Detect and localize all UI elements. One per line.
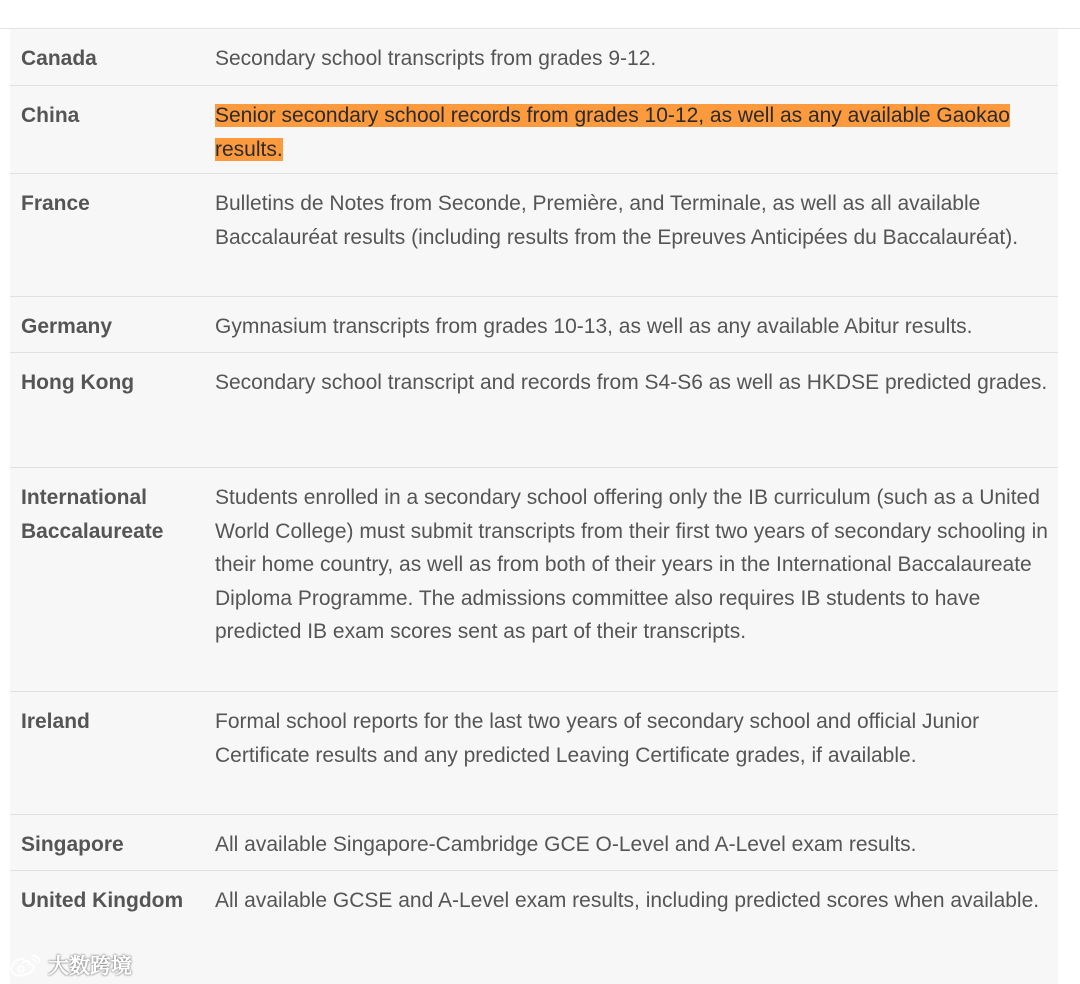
watermark-text: 大数跨境 <box>48 955 132 978</box>
country-cell: China <box>21 104 80 127</box>
requirement-cell <box>215 99 1051 166</box>
country-cell: Ireland <box>21 710 90 733</box>
requirement-cell: Students enrolled in a secondary school offering only the IB curriculum (such as a United World College) must submit transcripts from their first two years of secondary schooling in their home country, as well as from both of their years in the International Baccalaureate Diploma Programme. The admissions committee also requires IB students to have predicted IB exam scores sent as part of their transcripts. <box>215 486 1048 643</box>
table-row <box>10 296 1058 353</box>
right-margin <box>1058 29 1080 984</box>
table-row <box>10 173 1058 297</box>
country-cell: International Baccalaureate <box>21 486 164 543</box>
country-requirements-table <box>10 29 1058 984</box>
table-row <box>10 814 1058 871</box>
country-cell: United Kingdom <box>21 889 184 912</box>
requirement-cell: Bulletins de Notes from Seconde, Première, and Terminale, as well as all available Baccalauréat results (including results from the Epreuves Anticipées du Baccalauréat). <box>215 192 1019 249</box>
country-cell: Hong Kong <box>21 371 135 394</box>
table-row <box>10 467 1058 692</box>
requirement-cell: All available GCSE and A-Level exam results, including predicted scores when available. <box>215 889 1040 912</box>
weibo-logo-icon <box>8 952 44 978</box>
requirement-cell: All available Singapore-Cambridge GCE O-Level and A-Level exam results. <box>215 833 917 856</box>
requirement-cell: Gymnasium transcripts from grades 10-13, as well as any available Abitur results. <box>215 315 973 338</box>
table-row <box>10 352 1058 468</box>
table-row <box>10 85 1058 174</box>
country-cell: Canada <box>21 47 97 70</box>
watermark <box>8 950 132 980</box>
requirement-cell: Secondary school transcript and records from S4-S6 as well as HKDSE predicted grades. <box>215 371 1048 394</box>
country-cell: Singapore <box>21 833 124 856</box>
country-cell: Germany <box>21 315 113 338</box>
table-row <box>10 29 1058 85</box>
requirement-cell: Secondary school transcripts from grades 9-12. <box>215 47 657 70</box>
highlighted-text: Senior secondary school records from grades 10-12, as well as any available Gaokao results. <box>215 104 1010 161</box>
table-row <box>10 870 1058 984</box>
requirement-cell: Formal school reports for the last two years of secondary school and official Junior Certificate results and any predicted Leaving Certificate grades, if available. <box>215 710 980 767</box>
country-cell: France <box>21 192 90 215</box>
table-row <box>10 691 1058 815</box>
